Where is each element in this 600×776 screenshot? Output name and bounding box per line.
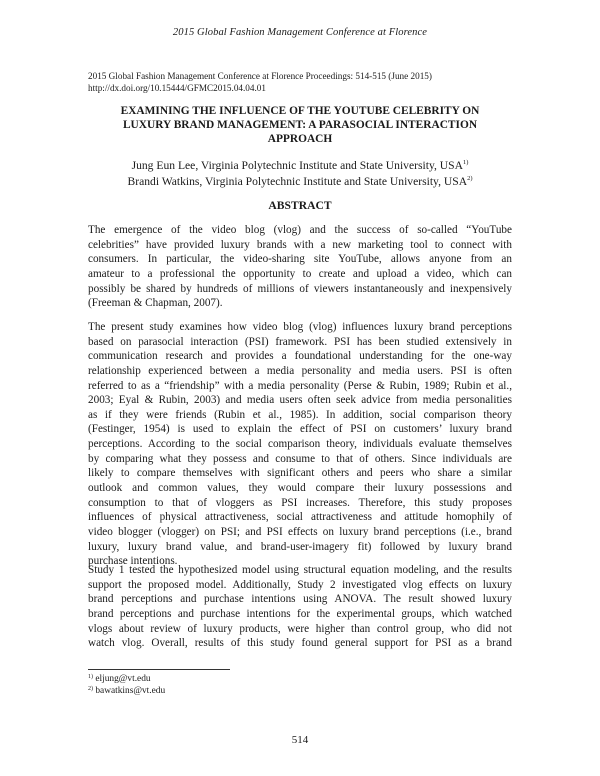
text-line: by comparing what they possess and consume to that of others. Since individuals are	[88, 452, 512, 465]
text-line: influences of physical attractiveness, social attractiveness and attitude homophily of	[88, 511, 512, 524]
footnotes	[88, 674, 165, 697]
title-line: LUXURY BRAND MANAGEMENT: A PARASOCIAL INTERACTION	[122, 119, 478, 131]
text-line: referred to as a “friendship” with a media personality (Perse & Rubin, 1989; Rubin et al.,	[88, 379, 512, 392]
text-line: (Freeman & Chapman, 2007).	[88, 297, 223, 310]
running-header: 2015 Global Fashion Management Conference at Florence	[172, 27, 428, 38]
text-line: perceptions. According to the social comparison theory, individuals evaluate themselves	[88, 438, 512, 451]
text-line: celebrities” have provided luxury brands with a new marketing tool to connect with	[88, 238, 512, 251]
text-line: likely to compare themselves with significant others and peers who share a similar	[88, 467, 512, 480]
text-line: brand perceptions and purchase intentions for the experimental groups, which watched	[88, 607, 512, 620]
author-list	[88, 158, 512, 189]
paper-title	[88, 104, 512, 146]
author-line	[88, 158, 512, 174]
text-line: (Festinger, 1954) is used to explain the effect of PSI on customers’ luxury brand	[88, 423, 512, 436]
text-line: luxury, luxury brand value, and brand-user-imagery fit) followed by luxury brand	[88, 540, 512, 553]
author-affiliation: Brandi Watkins, Virginia Polytechnic Institute and State University, USA	[127, 174, 468, 188]
text-line: purchase intentions.	[88, 555, 178, 568]
footnote-email[interactable]: eljung@vt.edu	[93, 674, 151, 684]
text-line: The emergence of the video blog (vlog) and the success of so-called “YouTube	[88, 224, 512, 236]
page-number: 514	[291, 734, 309, 746]
footnote-email[interactable]: bawatkins@vt.edu	[93, 685, 166, 696]
text-line: possibly be shared by hundreds of millions of viewers instantaneously and inexpensively	[88, 282, 512, 295]
title-line: EXAMINING THE INFLUENCE OF THE YOUTUBE CELEBRITY ON	[120, 105, 480, 117]
abstract-heading: ABSTRACT	[268, 199, 332, 212]
text-line: communication research and provides a foundational understanding for the one-way	[88, 350, 512, 363]
footnote-mark: 1)	[88, 674, 93, 680]
text-line: relationship experienced between a media personality and media users. PSI is often	[88, 364, 512, 377]
text-line: The present study examines how video blog (vlog) influences luxury brand perceptions	[88, 321, 512, 333]
text-line: brand perceptions and purchase intentions using ANOVA. The result showed luxury	[88, 593, 512, 606]
text-line: amateur to a professional the opportunity to create and upload a video, which can	[88, 267, 512, 280]
text-line: consumption to that of vloggers as PSI increases. Therefore, this study proposes	[88, 496, 512, 509]
author-footnote-mark: 1)	[462, 159, 469, 166]
citation-proceedings: 2015 Global Fashion Management Conference at Florence Proceedings: 514-515 (June 2015)	[88, 71, 432, 81]
text-line: video blogger (vlogger) on PSI; and PSI effects on luxury brand perceptions (i.e., brand	[88, 525, 512, 538]
text-line: outlook and common values, they would compare their luxury possessions and	[88, 482, 512, 495]
footnote-item	[88, 674, 165, 686]
footnote-mark: 2)	[88, 685, 93, 692]
text-line: based on parasocial interaction (PSI) framework. PSI has been studied extensively in	[88, 335, 512, 348]
text-line: watch vlog. Overall, results of this study found general support for PSI as a brand	[88, 637, 512, 650]
abstract-paragraph	[88, 320, 512, 569]
text-line: as if they were friends (Rubin et al., 1985). In addition, social comparison theory	[88, 408, 512, 421]
text-line: vlogs about review of luxury products, were higher than control group, who did not	[88, 622, 512, 635]
text-line: consumers. In particular, the video-sharing site YouTube, allows anyone from an	[88, 253, 512, 266]
author-line	[88, 174, 512, 190]
abstract-paragraph	[88, 223, 512, 311]
title-line: APPROACH	[267, 133, 333, 145]
text-line: 2003; Eyal & Rubin, 2003) and media users often seek advice from media personalities	[88, 394, 512, 407]
author-footnote-mark: 2)	[467, 174, 473, 182]
abstract-paragraph	[88, 563, 512, 651]
author-affiliation: Jung Eun Lee, Virginia Polytechnic Institute and State University, USA	[131, 159, 463, 172]
text-line: support the proposed model. Additionally, Study 2 investigated vlog effects on luxury	[88, 578, 512, 591]
footnote-item	[88, 686, 165, 698]
citation-block	[88, 71, 432, 94]
footnote-divider	[88, 669, 230, 670]
text-line: Study 1 tested the hypothesized model using structural equation modeling, and the results	[88, 564, 512, 576]
citation-doi-link[interactable]: http://dx.doi.org/10.15444/GFMC2015.04.04.01	[88, 82, 266, 93]
